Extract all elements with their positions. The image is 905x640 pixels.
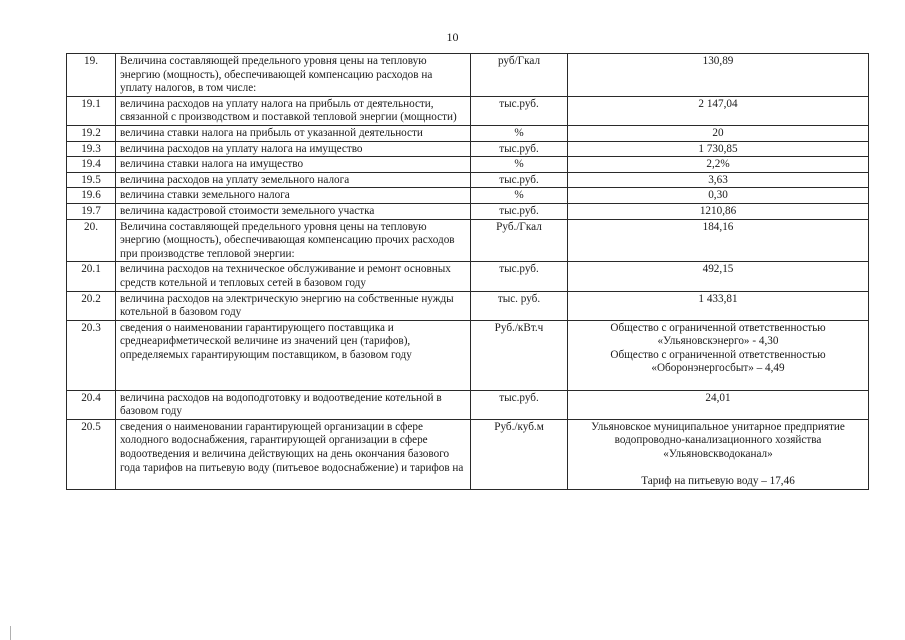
row-description: сведения о наименовании гарантирующего поставщика и среднеарифметической величине из значений цен (тарифов), определяемых гарантирующим поставщиком, в базовом году <box>116 320 471 390</box>
row-value-line: 20 <box>712 126 724 139</box>
row-unit: Руб./куб.м <box>471 419 568 489</box>
row-number: 20.4 <box>67 390 116 419</box>
tariff-table <box>66 53 869 490</box>
row-number: 20.3 <box>67 320 116 390</box>
table-row <box>67 157 869 173</box>
row-number: 20. <box>67 219 116 262</box>
row-value <box>568 291 869 320</box>
row-description: величина ставки земельного налога <box>116 188 471 204</box>
row-value <box>568 54 869 97</box>
row-value <box>568 262 869 291</box>
row-value-line: 184,16 <box>702 220 734 233</box>
row-number: 19.2 <box>67 125 116 141</box>
page-number: 10 <box>446 30 459 44</box>
row-unit: тыс.руб. <box>471 96 568 125</box>
row-value-line: 1 433,81 <box>698 292 738 305</box>
row-unit: тыс.руб. <box>471 172 568 188</box>
row-value-line: 1 730,85 <box>698 142 738 155</box>
row-value-line: Тариф на питьевую воду – 17,46 <box>641 475 795 488</box>
row-value-line: 2 147,04 <box>698 97 738 110</box>
row-value-line: 130,89 <box>702 55 734 67</box>
table-row <box>67 291 869 320</box>
row-value-line: водопроводно-канализационного хозяйства <box>614 434 822 447</box>
row-number: 19.7 <box>67 203 116 219</box>
margin-mark <box>10 626 11 640</box>
row-value-line: «Оборонэнергосбыт» – 4,49 <box>651 362 785 375</box>
row-number: 20.5 <box>67 419 116 489</box>
row-description: величина расходов на техническое обслуживание и ремонт основных средств котельной и тепловых сетей в базовом году <box>116 262 471 291</box>
row-unit: Руб./кВт.ч <box>471 320 568 390</box>
row-value <box>568 188 869 204</box>
table-row <box>67 219 869 262</box>
row-unit: тыс.руб. <box>471 262 568 291</box>
row-unit: тыс.руб. <box>471 141 568 157</box>
row-value-line <box>572 376 864 390</box>
row-value <box>568 141 869 157</box>
row-unit: % <box>471 188 568 204</box>
row-unit: тыс.руб. <box>471 390 568 419</box>
row-value <box>568 390 869 419</box>
row-value <box>568 419 869 489</box>
table-row <box>67 96 869 125</box>
table-row <box>67 188 869 204</box>
row-value-line: «Ульяновскводоканал» <box>663 448 773 461</box>
row-value-line: 492,15 <box>702 263 734 276</box>
table-body <box>67 54 869 490</box>
row-value-line: Общество с ограниченной ответственностью <box>610 321 826 334</box>
row-value <box>568 203 869 219</box>
row-unit: тыс. руб. <box>471 291 568 320</box>
row-value <box>568 219 869 262</box>
row-value-line <box>572 462 864 476</box>
row-value <box>568 157 869 173</box>
row-unit: тыс.руб. <box>471 203 568 219</box>
row-description: величина ставки налога на прибыль от указанной деятельности <box>116 125 471 141</box>
table-row <box>67 141 869 157</box>
table-row <box>67 390 869 419</box>
row-description: величина ставки налога на имущество <box>116 157 471 173</box>
table-row <box>67 172 869 188</box>
table-row <box>67 203 869 219</box>
row-description: величина кадастровой стоимости земельного участка <box>116 203 471 219</box>
table-row <box>67 125 869 141</box>
row-number: 19.5 <box>67 172 116 188</box>
row-value <box>568 96 869 125</box>
row-description: величина расходов на уплату налога на прибыль от деятельности, связанной с производством и поставкой тепловой энергии (мощности) <box>116 96 471 125</box>
row-value-line: 1210,86 <box>699 204 737 217</box>
row-number: 19.4 <box>67 157 116 173</box>
row-value-line: «Ульяновскэнерго» - 4,30 <box>657 335 779 348</box>
row-description: величина расходов на электрическую энергию на собственные нужды котельной в базовом году <box>116 291 471 320</box>
row-description: сведения о наименовании гарантирующей организации в сфере холодного водоснабжения, гарантирующей организации в сфере водоотведения и величина действующих на день окончания базового года тарифов на питьевую воду (питьевое водоснабжение) и тарифов на <box>116 419 471 489</box>
table-row <box>67 262 869 291</box>
row-number: 19.1 <box>67 96 116 125</box>
row-value-line: 0,30 <box>708 189 728 202</box>
table-row <box>67 320 869 390</box>
row-unit: % <box>471 157 568 173</box>
row-number: 20.1 <box>67 262 116 291</box>
row-description: Величина составляющей предельного уровня цены на тепловую энергию (мощность), обеспечивающая компенсацию прочих расходов при производстве тепловой энергии: <box>116 219 471 262</box>
row-number: 19.3 <box>67 141 116 157</box>
row-description: величина расходов на водоподготовку и водоотведение котельной в базовом году <box>116 390 471 419</box>
row-unit: % <box>471 125 568 141</box>
row-value <box>568 320 869 390</box>
row-value-line: 3,63 <box>708 173 728 186</box>
row-value <box>568 125 869 141</box>
row-value-line: Общество с ограниченной ответственностью <box>610 348 826 361</box>
row-number: 19. <box>67 54 116 97</box>
table-row <box>67 54 869 97</box>
row-unit: Руб./Гкал <box>471 219 568 262</box>
row-description: величина расходов на уплату земельного налога <box>116 172 471 188</box>
row-value-line: 2,2% <box>706 158 730 171</box>
row-number: 20.2 <box>67 291 116 320</box>
row-value <box>568 172 869 188</box>
row-value-line: Ульяновское муниципальное унитарное предприятие <box>591 420 845 433</box>
row-number: 19.6 <box>67 188 116 204</box>
row-description: величина расходов на уплату налога на имущество <box>116 141 471 157</box>
row-unit: руб/Гкал <box>471 54 568 97</box>
table-row <box>67 419 869 489</box>
row-value-line: 24,01 <box>705 391 731 404</box>
row-description: Величина составляющей предельного уровня цены на тепловую энергию (мощность), обеспечивающей компенсацию расходов на уплату налогов, в том числе: <box>116 54 471 97</box>
